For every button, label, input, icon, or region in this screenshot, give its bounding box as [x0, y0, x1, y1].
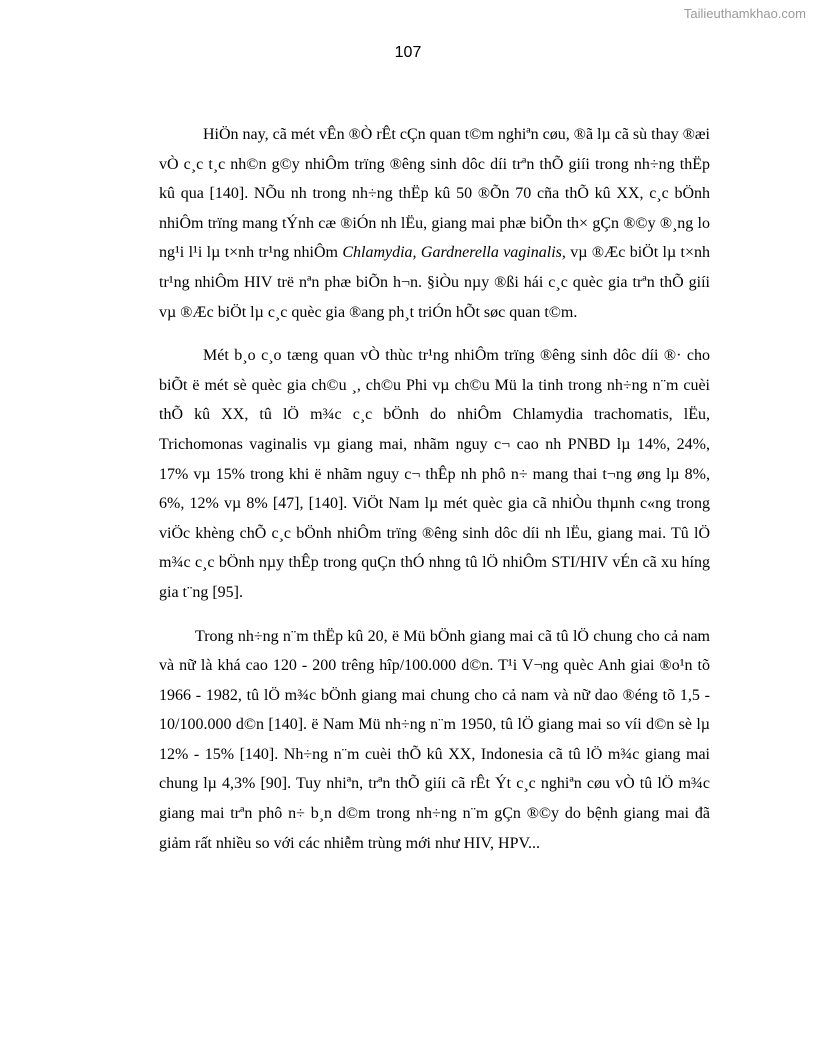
paragraph-1-species-italic: Chlamydia, Gardnerella vaginalis,	[342, 244, 566, 262]
paragraph-1-text-a: HiÖn nay, cã mét vÊn ®Ò rÊt cÇn quan t©m nghiªn cøu, ®ã lµ cã sù thay ®æi vÒ c¸c t¸c nh©n g©y nhiÔm trïng ®êng sinh dôc díi trªn thÕ giíi trong nh÷ng thËp kû qua [140]. NÕu nh trong nh÷ng thËp kû 50 ®Õn 70 cña thÕ kû XX, c¸c bÖnh nhiÔm trïng mang tÝnh cæ ®iÓn nh lËu, giang mai phæ biÕn th× gÇn ®©y ®¸ng lo ng¹i l¹i lµ t×nh tr¹ng nhiÔm	[159, 126, 710, 262]
paragraph-2: Mét b¸o c¸o tæng quan vÒ thùc tr¹ng nhiÔm trïng ®êng sinh dôc díi ®· cho biÕt ë mét sè quèc gia ch©u ¸, ch©u Phi vµ ch©u Mü la tinh trong nh÷ng n¨m cuèi thÕ kû XX, tû lÖ m¾c c¸c bÖnh do nhiÔm Chlamydia trachomatis, lËu, Trichomonas vaginalis vµ giang mai, nhãm nguy c¬ cao nh PNBD lµ 14%, 24%, 17% vµ 15% trong khi ë nhãm nguy c¬ thÊp nh phô n÷ mang thai t¬ng øng lµ 8%, 6%, 12% vµ 8% [47], [140]. ViÖt Nam lµ mét quèc gia cã nhiÒu thµnh c«ng trong viÖc khèng chÕ c¸c bÖnh nhiÔm trïng ®êng sinh dôc díi nh lËu, giang mai. Tû lÖ m¾c c¸c bÖnh nµy thÊp trong quÇn thÓ nhng tû lÖ nhiÔm STI/HIV vÉn cã xu híng gia t¨ng [95].	[159, 347, 710, 601]
page-number: 107	[394, 44, 422, 61]
watermark: Tailieuthamkhao.com	[683, 6, 806, 21]
paragraph-3: Trong nh÷ng n¨m thËp kû 20, ë Mü bÖnh giang mai cã tû lÖ chung cho cả nam và nữ là khá cao 120 - 200 trêng hîp/100.000 d©n. T¹i V¬ng quèc Anh giai ®o¹n tõ 1966 - 1982, tû lÖ m¾c bÖnh giang mai chung cho cả nam và nữ dao ®éng tõ 1,5 - 10/100.000 d©n [140]. ë Nam Mü nh÷ng n¨m 1950, tû lÖ giang mai so víi d©n sè lµ 12% - 15% [140]. Nh÷ng n¨m cuèi thÕ kû XX, Indonesia cã tû lÖ m¾c giang mai chung lµ 4,3% [90]. Tuy nhiªn, trªn thÕ giíi cã rÊt Ýt c¸c nghiªn cøu vÒ tû lÖ m¾c giang mai trªn phô n÷ b¸n d©m trong nh÷ng n¨m gÇn ®©y do bệnh giang mai đã giảm rất nhiều so với các nhiễm trùng mới như HIV, HPV...	[159, 627, 710, 852]
paragraph-1-text-b: vµ ®Æc biÖt lµ t×nh tr¹ng nhiÔm HIV trë nªn phæ biÕn h¬n. §iÒu nµy ®ßi hái c¸c quèc gia trªn thÕ giíi vµ ®Æc biÖt lµ c¸c quèc gia ®ang ph¸t triÓn hÕt søc quan t©m.	[159, 244, 711, 321]
paragraph-1	[159, 120, 710, 327]
document-body	[159, 120, 710, 872]
